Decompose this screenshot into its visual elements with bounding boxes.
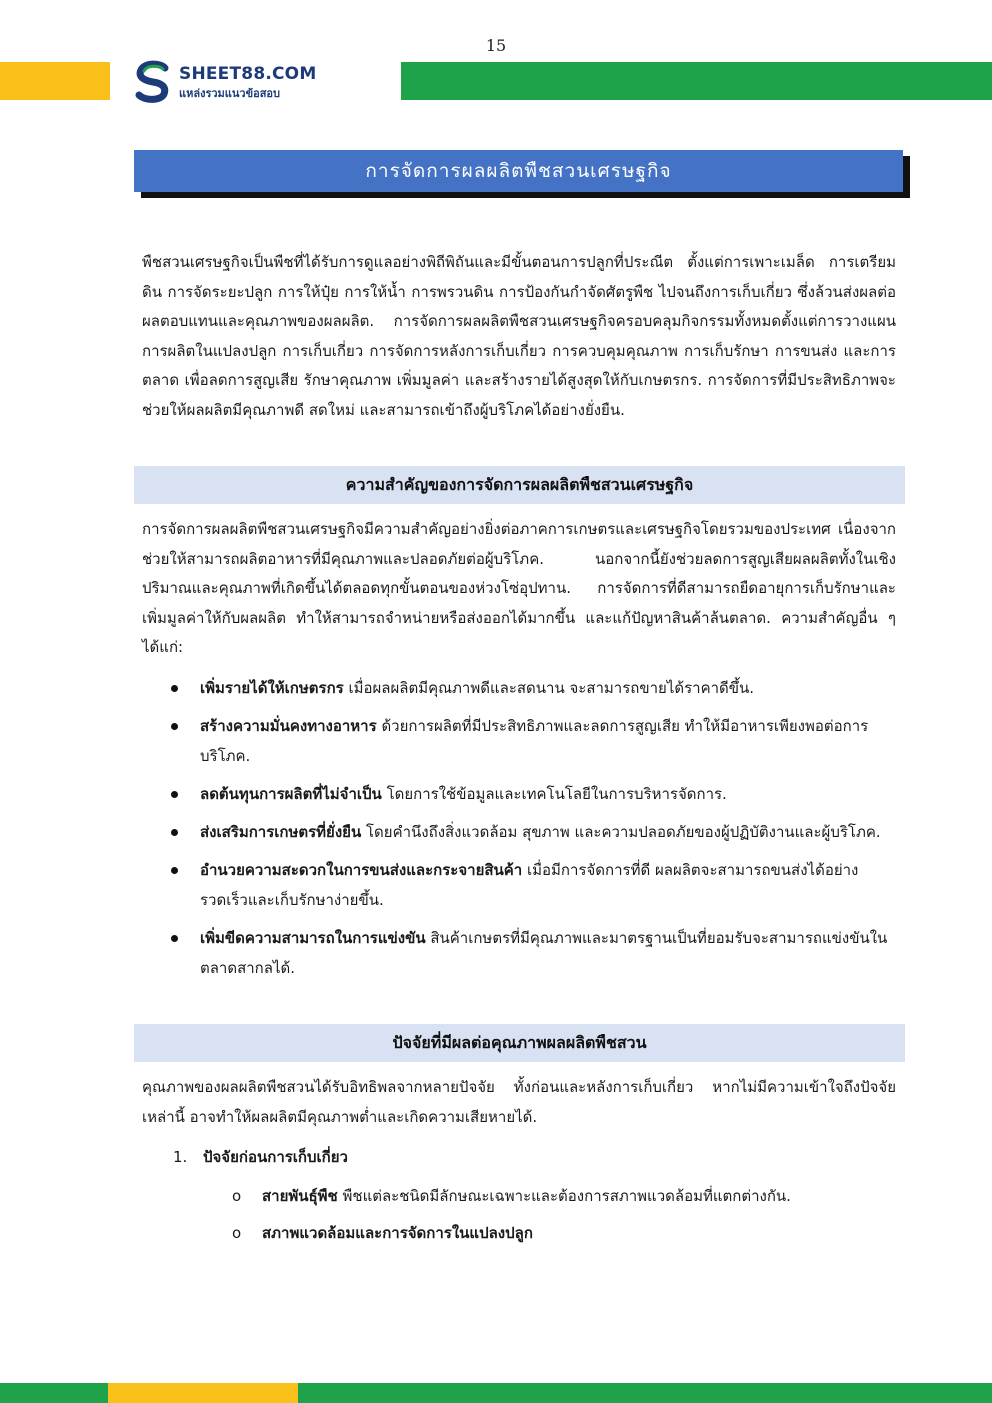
circle-bullet-icon: o [232, 1224, 242, 1242]
page-number: 15 [485, 36, 507, 55]
item-label: ปัจจัยก่อนการเก็บเกี่ยว [203, 1148, 348, 1166]
bullet-icon [171, 791, 178, 798]
bullet-icon [171, 867, 178, 874]
item-number: 1. [173, 1148, 188, 1166]
list-item: ลดต้นทุนการผลิตที่ไม่จำเป็น โดยการใช้ข้อมูลและเทคโนโลยีในการบริหารจัดการ. [142, 779, 898, 809]
sub-item-variety: o สายพันธุ์พืช พืชแต่ละชนิดมีลักษณะเฉพาะและต้องการสภาพแวดล้อมที่แตกต่างกัน. [232, 1181, 791, 1211]
list-item: สร้างความมั่นคงทางอาหาร ด้วยการผลิตที่มีประสิทธิภาพและลดการสูญเสีย ทำให้มีอาหารเพียงพอต่อการบริโภค. [142, 711, 898, 771]
bullet-icon [171, 723, 178, 730]
page-title: การจัดการผลผลิตพืชสวนเศรษฐกิจ [134, 150, 903, 192]
section-heading-factors: ปัจจัยที่มีผลต่อคุณภาพผลผลิตพืชสวน [134, 1024, 905, 1062]
list-item: อำนวยความสะดวกในการขนส่งและกระจายสินค้า เมื่อมีการจัดการที่ดี ผลผลิตจะสามารถขนส่งได้อย่างรวดเร็วและเก็บรักษาง่ายขึ้น. [142, 855, 898, 915]
importance-bullet-list [142, 673, 898, 991]
logo-tagline: แหล่งรวมแนวข้อสอบ [179, 87, 281, 100]
header-yellow-stripe [0, 62, 110, 100]
bullet-icon [171, 685, 178, 692]
logo-s-icon [133, 60, 173, 104]
list-item: เพิ่มขีดความสามารถในการแข่งขัน สินค้าเกษตรที่มีคุณภาพและมาตรฐานเป็นที่ยอมรับจะสามารถแข่งขันในตลาดสากลได้. [142, 923, 898, 983]
site-logo[interactable] [133, 60, 333, 104]
sub-item-environment: o สภาพแวดล้อมและการจัดการในแปลงปลูก [232, 1218, 533, 1248]
bullet-icon [171, 935, 178, 942]
list-item: ส่งเสริมการเกษตรที่ยั่งยืน โดยคำนึงถึงสิ่งแวดล้อม สุขภาพ และความปลอดภัยของผู้ปฏิบัติงานและผู้บริโภค. [142, 817, 898, 847]
bullet-icon [171, 829, 178, 836]
intro-paragraph: พืชสวนเศรษฐกิจเป็นพืชที่ได้รับการดูแลอย่างพิถีพิถันและมีขั้นตอนการปลูกที่ประณีต ตั้งแต่การเพาะเมล็ด การเตรียมดิน การจัดระยะปลูก การให้ปุ๋ย การให้น้ำ การพรวนดิน การป้องกันกำจัดศัตรูพืช ไปจนถึงการเก็บเกี่ยว ซึ่งล้วนส่งผลต่อผลตอบแทนและคุณภาพของผลผลิต. การจัดการผลผลิตพืชสวนเศรษฐกิจครอบคลุมกิจกรรมทั้งหมดตั้งแต่การวางแผนการผลิตในแปลงปลูก การเก็บเกี่ยว การจัดการหลังการเก็บเกี่ยว การควบคุมคุณภาพ การเก็บรักษา การขนส่ง และการตลาด เพื่อลดการสูญเสีย รักษาคุณภาพ เพิ่มมูลค่า และสร้างรายได้สูงสุดให้กับเกษตรกร. การจัดการที่มีประสิทธิภาพจะช่วยให้ผลผลิตมีคุณภาพดี สดใหม่ และสามารถเข้าถึงผู้บริโภคได้อย่างยั่งยืน. [142, 253, 896, 419]
circle-bullet-icon: o [232, 1187, 242, 1205]
section-heading-importance: ความสำคัญของการจัดการผลผลิตพืชสวนเศรษฐกิจ [134, 466, 905, 504]
importance-paragraph: การจัดการผลผลิตพืชสวนเศรษฐกิจมีความสำคัญอย่างยิ่งต่อภาคการเกษตรและเศรษฐกิจโดยรวมของประเทศ เนื่องจากช่วยให้สามารถผลิตอาหารที่มีคุณภาพและปลอดภัยต่อผู้บริโภค. นอกจากนี้ยังช่วยลดการสูญเสียผลผลิตทั้งในเชิงปริมาณและคุณภาพที่เกิดขึ้นได้ตลอดทุกขั้นตอนของห่วงโซ่อุปทาน. การจัดการที่ดีสามารถยืดอายุการเก็บรักษาและเพิ่มมูลค่าให้กับผลผลิต ทำให้สามารถจำหน่ายหรือส่งออกได้มากขึ้น และแก้ปัญหาสินค้าล้นตลาด. ความสำคัญอื่น ๆ ได้แก่: [142, 520, 896, 656]
logo-brand-text: SHEET88.COM [179, 64, 317, 84]
header-green-stripe [401, 62, 992, 100]
footer-yellow-stripe [108, 1383, 298, 1403]
numbered-item-preharvest [173, 1142, 348, 1172]
list-item: เพิ่มรายได้ให้เกษตรกร เมื่อผลผลิตมีคุณภาพดีและสดนาน จะสามารถขายได้ราคาดีขึ้น. [142, 673, 898, 703]
factors-paragraph: คุณภาพของผลผลิตพืชสวนได้รับอิทธิพลจากหลายปัจจัย ทั้งก่อนและหลังการเก็บเกี่ยว หากไม่มีความเข้าใจถึงปัจจัยเหล่านี้ อาจทำให้ผลผลิตมีคุณภาพต่ำและเกิดความเสียหายได้. [142, 1078, 896, 1126]
